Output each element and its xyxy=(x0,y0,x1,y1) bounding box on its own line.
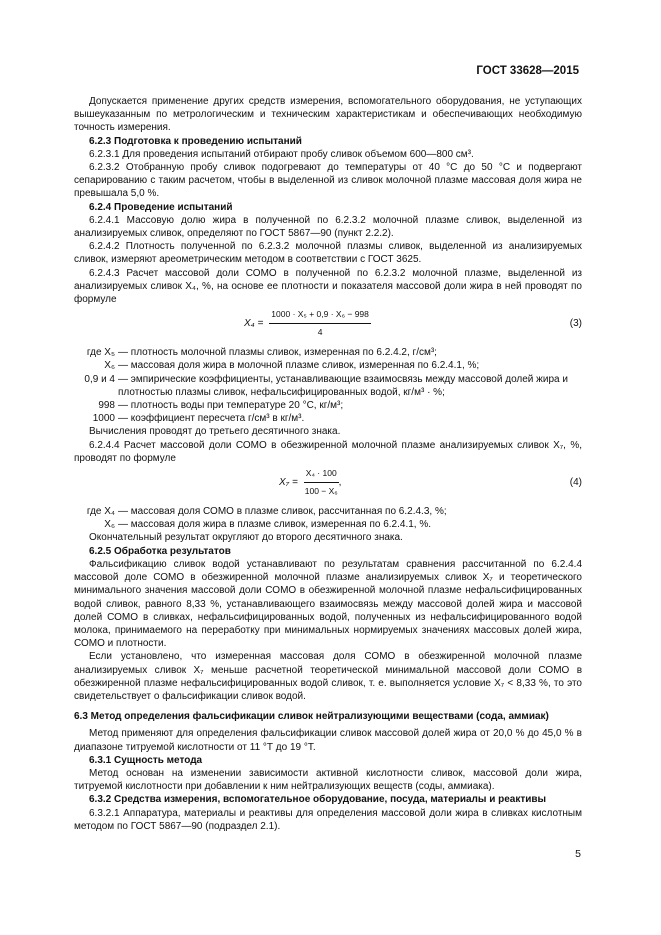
formula-4-lhs: X₇ = xyxy=(279,477,298,489)
intro-paragraph: Допускается применение других средств измерения, вспомогательного оборудования, не уступающих вышеуказанным по метрологическим и техническим характеристикам и обеспечивающих необходимую точность измерения. xyxy=(74,96,582,134)
def3-description: — коэффициент пересчета г/см³ в кг/м³. xyxy=(118,413,305,425)
def4-description: — массовая доля жира в плазме сливок, измеренная по 6.2.4.1, %. xyxy=(118,519,432,531)
def3-description: — массовая доля жира в молочной плазме сливок, измеренная по 6.2.4.1, %; xyxy=(118,360,480,372)
formula-3-fraction xyxy=(269,308,371,339)
section-6-3-1-title: 6.3.1 Сущность метода xyxy=(89,754,203,766)
def3-description: — плотность воды при температуре 20 °С, кг/м³; xyxy=(118,400,344,412)
formula-4-definitions xyxy=(74,505,582,531)
formula-3-numerator: 1000 · X₅ + 0,9 · X₆ − 998 xyxy=(269,308,371,324)
paragraph-6-3: Метод применяют для определения фальсификации сливок массовой долей жира от 20,0 % до 45,0 % в диапазоне титруемой кислотности от 11 °Т до 19 °Т. xyxy=(74,728,582,753)
section-6-3-2-title: 6.3.2 Средства измерения, вспомогательное оборудование, посуда, материалы и реактивы xyxy=(89,794,547,806)
formula-3-definitions xyxy=(74,346,582,425)
def4-symbol: X₆ xyxy=(104,519,115,531)
formula-3-number: (3) xyxy=(569,318,582,330)
document-body xyxy=(74,95,582,833)
paragraph-6-2-3-2: 6.2.3.2 Отобранную пробу сливок подогревают до температуры от 40 °С до 50 °С и подвергают сепарированию с таким расчетом, чтобы в выделенной из сливок молочной плазме массовая доля жира не превышала 5,0 %. xyxy=(74,162,582,200)
section-6-2-5-title: 6.2.5 Обработка результатов xyxy=(89,545,231,557)
def3-description: — эмпирические коэффициенты, устанавливающие взаимосвязь между массовой долей жира и плотностью плазмы сливок, нефальсифицированных водой, кг/м³ · %; xyxy=(118,373,568,398)
def3-symbol: где X₅ xyxy=(86,347,115,359)
formula-3-denominator: 4 xyxy=(317,327,323,338)
formula-4-fraction xyxy=(304,467,339,498)
rounding-note-2: Окончательный результат округляют до второго десятичного знака. xyxy=(89,532,403,544)
paragraph-6-2-4-3: 6.2.4.3 Расчет массовой доли СОМО в полученной по 6.2.3.2 молочной плазме, выделенной из анализируемых сливок X₄, %, на основе ее плотности и показателя массовой доли жира в ней проводят по формуле xyxy=(74,267,582,306)
section-6-2-4-title: 6.2.4 Проведение испытаний xyxy=(89,201,233,213)
formula-3-lhs: X₄ = xyxy=(244,318,264,330)
def3-symbol: 998 xyxy=(98,400,115,412)
standard-id-header: ГОСТ 33628—2015 xyxy=(476,65,579,77)
section-6-2-3-title: 6.2.3 Подготовка к проведению испытаний xyxy=(89,135,302,147)
paragraph-6-2-4-4: 6.2.4.4 Расчет массовой доли СОМО в обезжиренной молочной плазме анализируемых сливок X₇, %, проводят по формуле xyxy=(74,439,582,464)
paragraph-6-2-5-1: Фальсификацию сливок водой устанавливают по результатам сравнения рассчитанной по 6.2.4.4 массовой доле СОМО в обезжиренной молочной плазме анализируемых сливок X₇ и теоретического минимального значения массовой доли СОМО в обезжиренной молочной плазме нефальсифицированных водой сливок, равного 8,33 %, устанавливающего взаимосвязь между массовой долей жира и массовой долей СОМО в сливках, нефальсифицированных водой, полученных из нефальсифицированного водой молока, принимаемого на переработку при минимальных нормируемых значениях массовых долей жира, СОМО и плотности. xyxy=(74,558,582,650)
def3-description: — плотность молочной плазмы сливок, измеренная по 6.2.4.2, г/см³; xyxy=(118,347,437,359)
formula-4 xyxy=(74,465,582,505)
formula-4-denominator: 100 − X₆ xyxy=(304,486,338,497)
formula-4-numerator: X₄ · 100 xyxy=(304,467,339,483)
paragraph-6-2-3-1: 6.2.3.1 Для проведения испытаний отбирают пробу сливок объемом 600—800 см³. xyxy=(89,148,474,160)
formula-3 xyxy=(74,306,582,346)
paragraph-6-2-4-1: 6.2.4.1 Массовую долю жира в полученной по 6.2.3.2 молочной плазме сливок, выделенной из анализируемых сливок, определяют по ГОСТ 5867—90 (пункт 2.2.2). xyxy=(74,214,582,240)
def4-description: — массовая доля СОМО в плазме сливок, рассчитанная по 6.2.4.3, %; xyxy=(118,506,447,518)
paragraph-6-3-1: Метод основан на изменении зависимости активной кислотности сливок, массовой доли жира, титруемой кислотности при добавлении к ним нейтрализующих веществ (соды, аммиака). xyxy=(74,767,582,793)
def3-symbol: 0,9 и 4 xyxy=(84,373,115,385)
section-6-3-title: 6.3 Метод определения фальсификации сливок нейтрализующими веществами (сода, аммиак) xyxy=(74,711,549,723)
formula-4-number: (4) xyxy=(569,477,582,489)
paragraph-6-2-4-2: 6.2.4.2 Плотность полученной по 6.2.3.2 молочной плазмы сливок, выделенной из анализируемых сливок, измеряют ареометрическим методом в соответствии с ГОСТ 3625. xyxy=(74,241,582,266)
formula-4-comma: , xyxy=(338,477,342,489)
def3-symbol: 1000 xyxy=(92,413,115,425)
paragraph-6-3-2-1: 6.3.2.1 Аппаратура, материалы и реактивы для определения массовой доли жира в сливках кислотным методом по ГОСТ 5867—90 (подраздел 2.1). xyxy=(74,807,582,832)
rounding-note-3: Вычисления проводят до третьего десятичного знака. xyxy=(89,426,341,438)
paragraph-6-2-5-2: Если установлено, что измеренная массовая доля СОМО в обезжиренной молочной плазме анализируемых сливок X₇ меньше расчетной теоретической минимальной массовой доли СОМО в обезжиренной плазме нефальсифицированных водой сливок, т. е. выполняется условие X₇ < 8,33 %, то это свидетельствует о фальсификации сливок водой. xyxy=(74,651,582,702)
def4-symbol: где X₄ xyxy=(86,506,115,518)
def3-symbol: X₆ xyxy=(104,360,115,372)
page-number: 5 xyxy=(575,848,581,860)
